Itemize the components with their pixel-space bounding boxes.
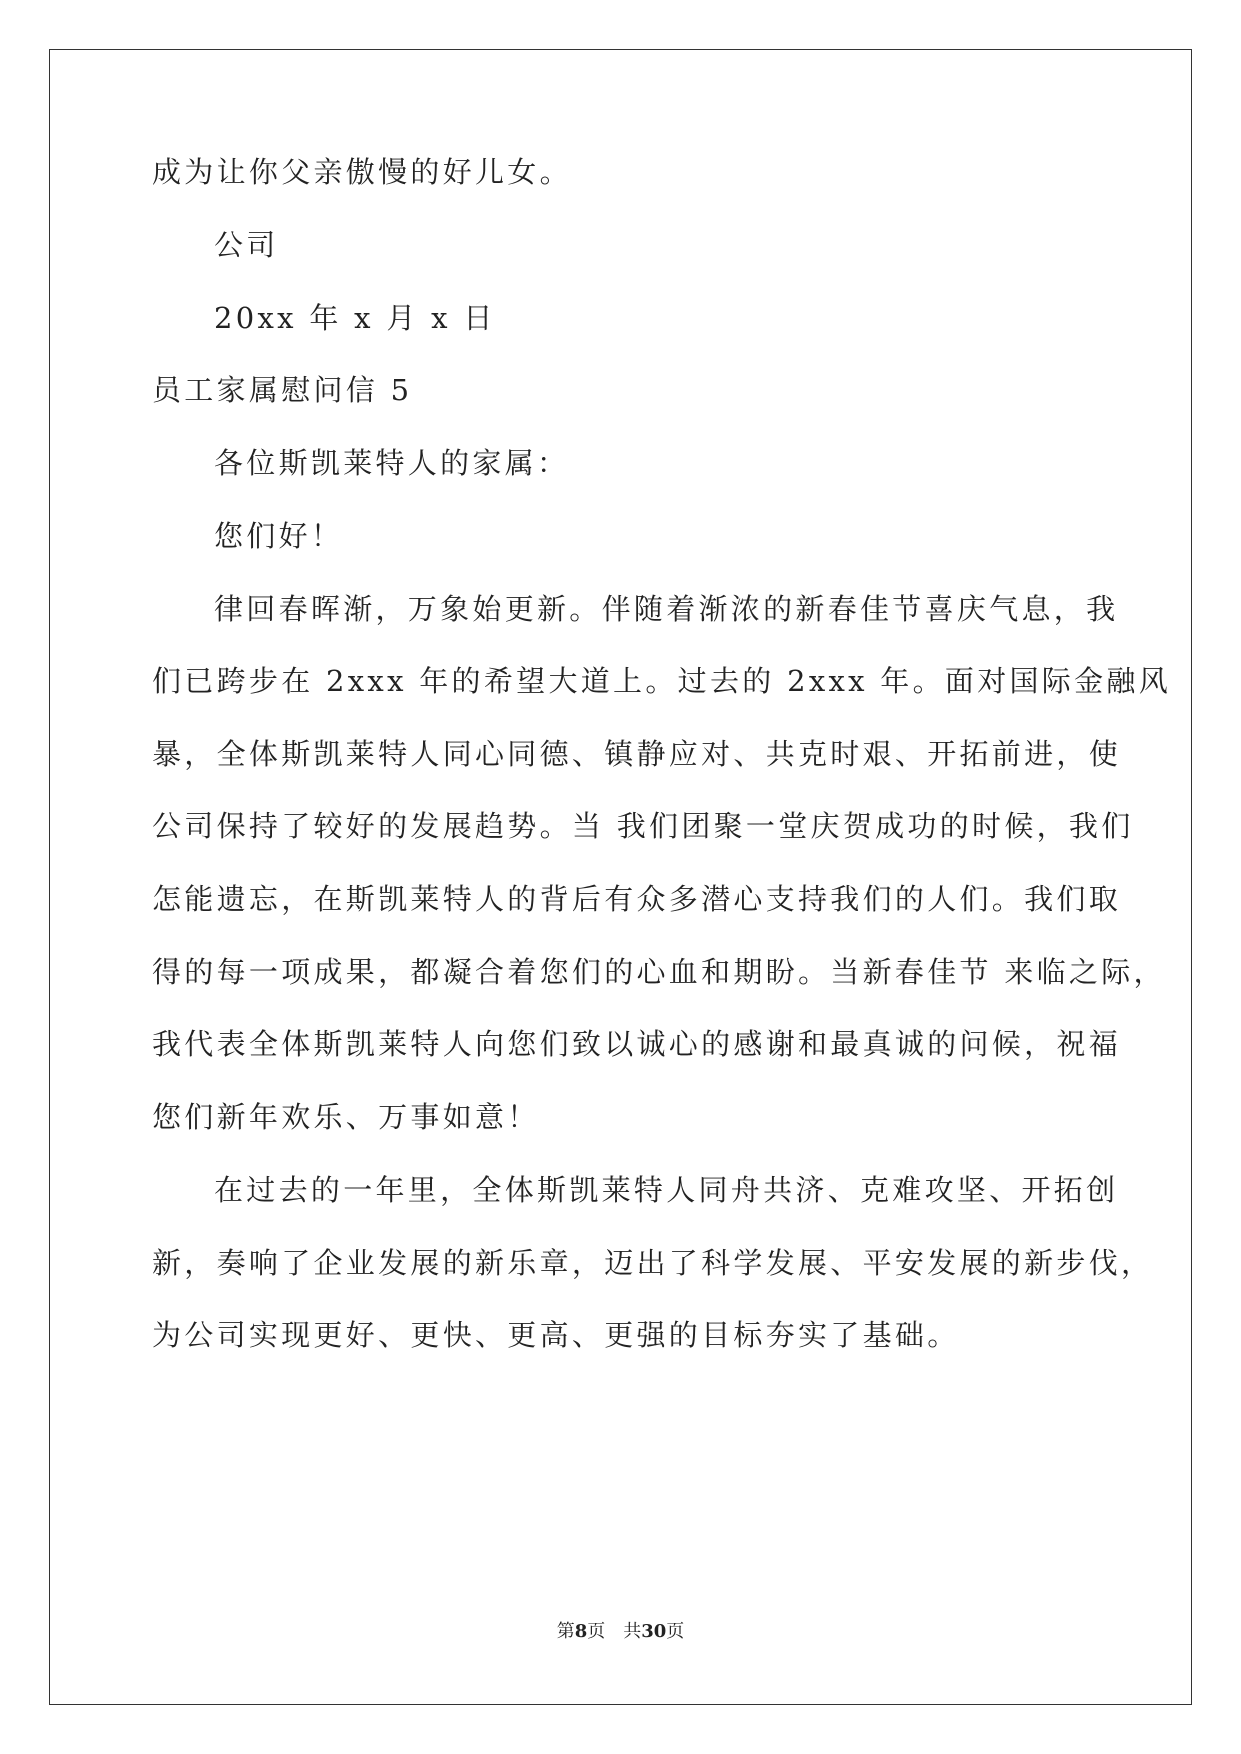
- paragraph-line: 在过去的一年里，全体斯凯莱特人同舟共济、克难攻坚、开拓创: [214, 1173, 1119, 1207]
- current-page-number: 8: [574, 1621, 588, 1642]
- paragraph-line: 得的每一项成果，都凝合着您们的心血和期盼。当新春佳节 来临之际，: [152, 955, 1166, 989]
- paragraph-line: 新，奏响了企业发展的新乐章，迈出了科学发展、平安发展的新步伐，: [152, 1246, 1154, 1280]
- paragraph-line: 律回春晖渐，万象始更新。伴随着渐浓的新春佳节喜庆气息，我: [214, 592, 1119, 626]
- page-footer: [0, 1620, 1241, 1644]
- paragraph-line: 您们新年欢乐、万事如意！: [152, 1100, 540, 1134]
- footer-suffix: 页: [666, 1621, 685, 1642]
- section-heading: 员工家属慰问信 5: [152, 373, 413, 407]
- signature-company: 公司: [214, 228, 279, 262]
- paragraph-line: 公司保持了较好的发展趋势。当 我们团聚一堂庆贺成功的时候，我们: [152, 809, 1134, 843]
- greeting: 您们好！: [214, 519, 344, 553]
- signature-date: 20xx 年 x 月 x 日: [214, 301, 496, 335]
- paragraph-line: 们已跨步在 2xxx 年的希望大道上。过去的 2xxx 年。面对国际金融风: [152, 664, 1172, 698]
- paragraph-line: 怎能遗忘，在斯凯莱特人的背后有众多潜心支持我们的人们。我们取: [152, 882, 1122, 916]
- footer-middle: 页 共: [587, 1621, 642, 1642]
- footer-prefix: 第: [556, 1621, 575, 1642]
- salutation: 各位斯凯莱特人的家属：: [214, 446, 570, 480]
- paragraph-line: 暴，全体斯凯莱特人同心同德、镇静应对、共克时艰、开拓前进，使: [152, 737, 1122, 771]
- total-page-number: 30: [641, 1621, 667, 1642]
- text-line: 成为让你父亲傲慢的好儿女。: [152, 155, 572, 189]
- paragraph-line: 我代表全体斯凯莱特人向您们致以诚心的感谢和最真诚的问候，祝福: [152, 1027, 1122, 1061]
- paragraph-line: 为公司实现更好、更快、更高、更强的目标夯实了基础。: [152, 1318, 960, 1352]
